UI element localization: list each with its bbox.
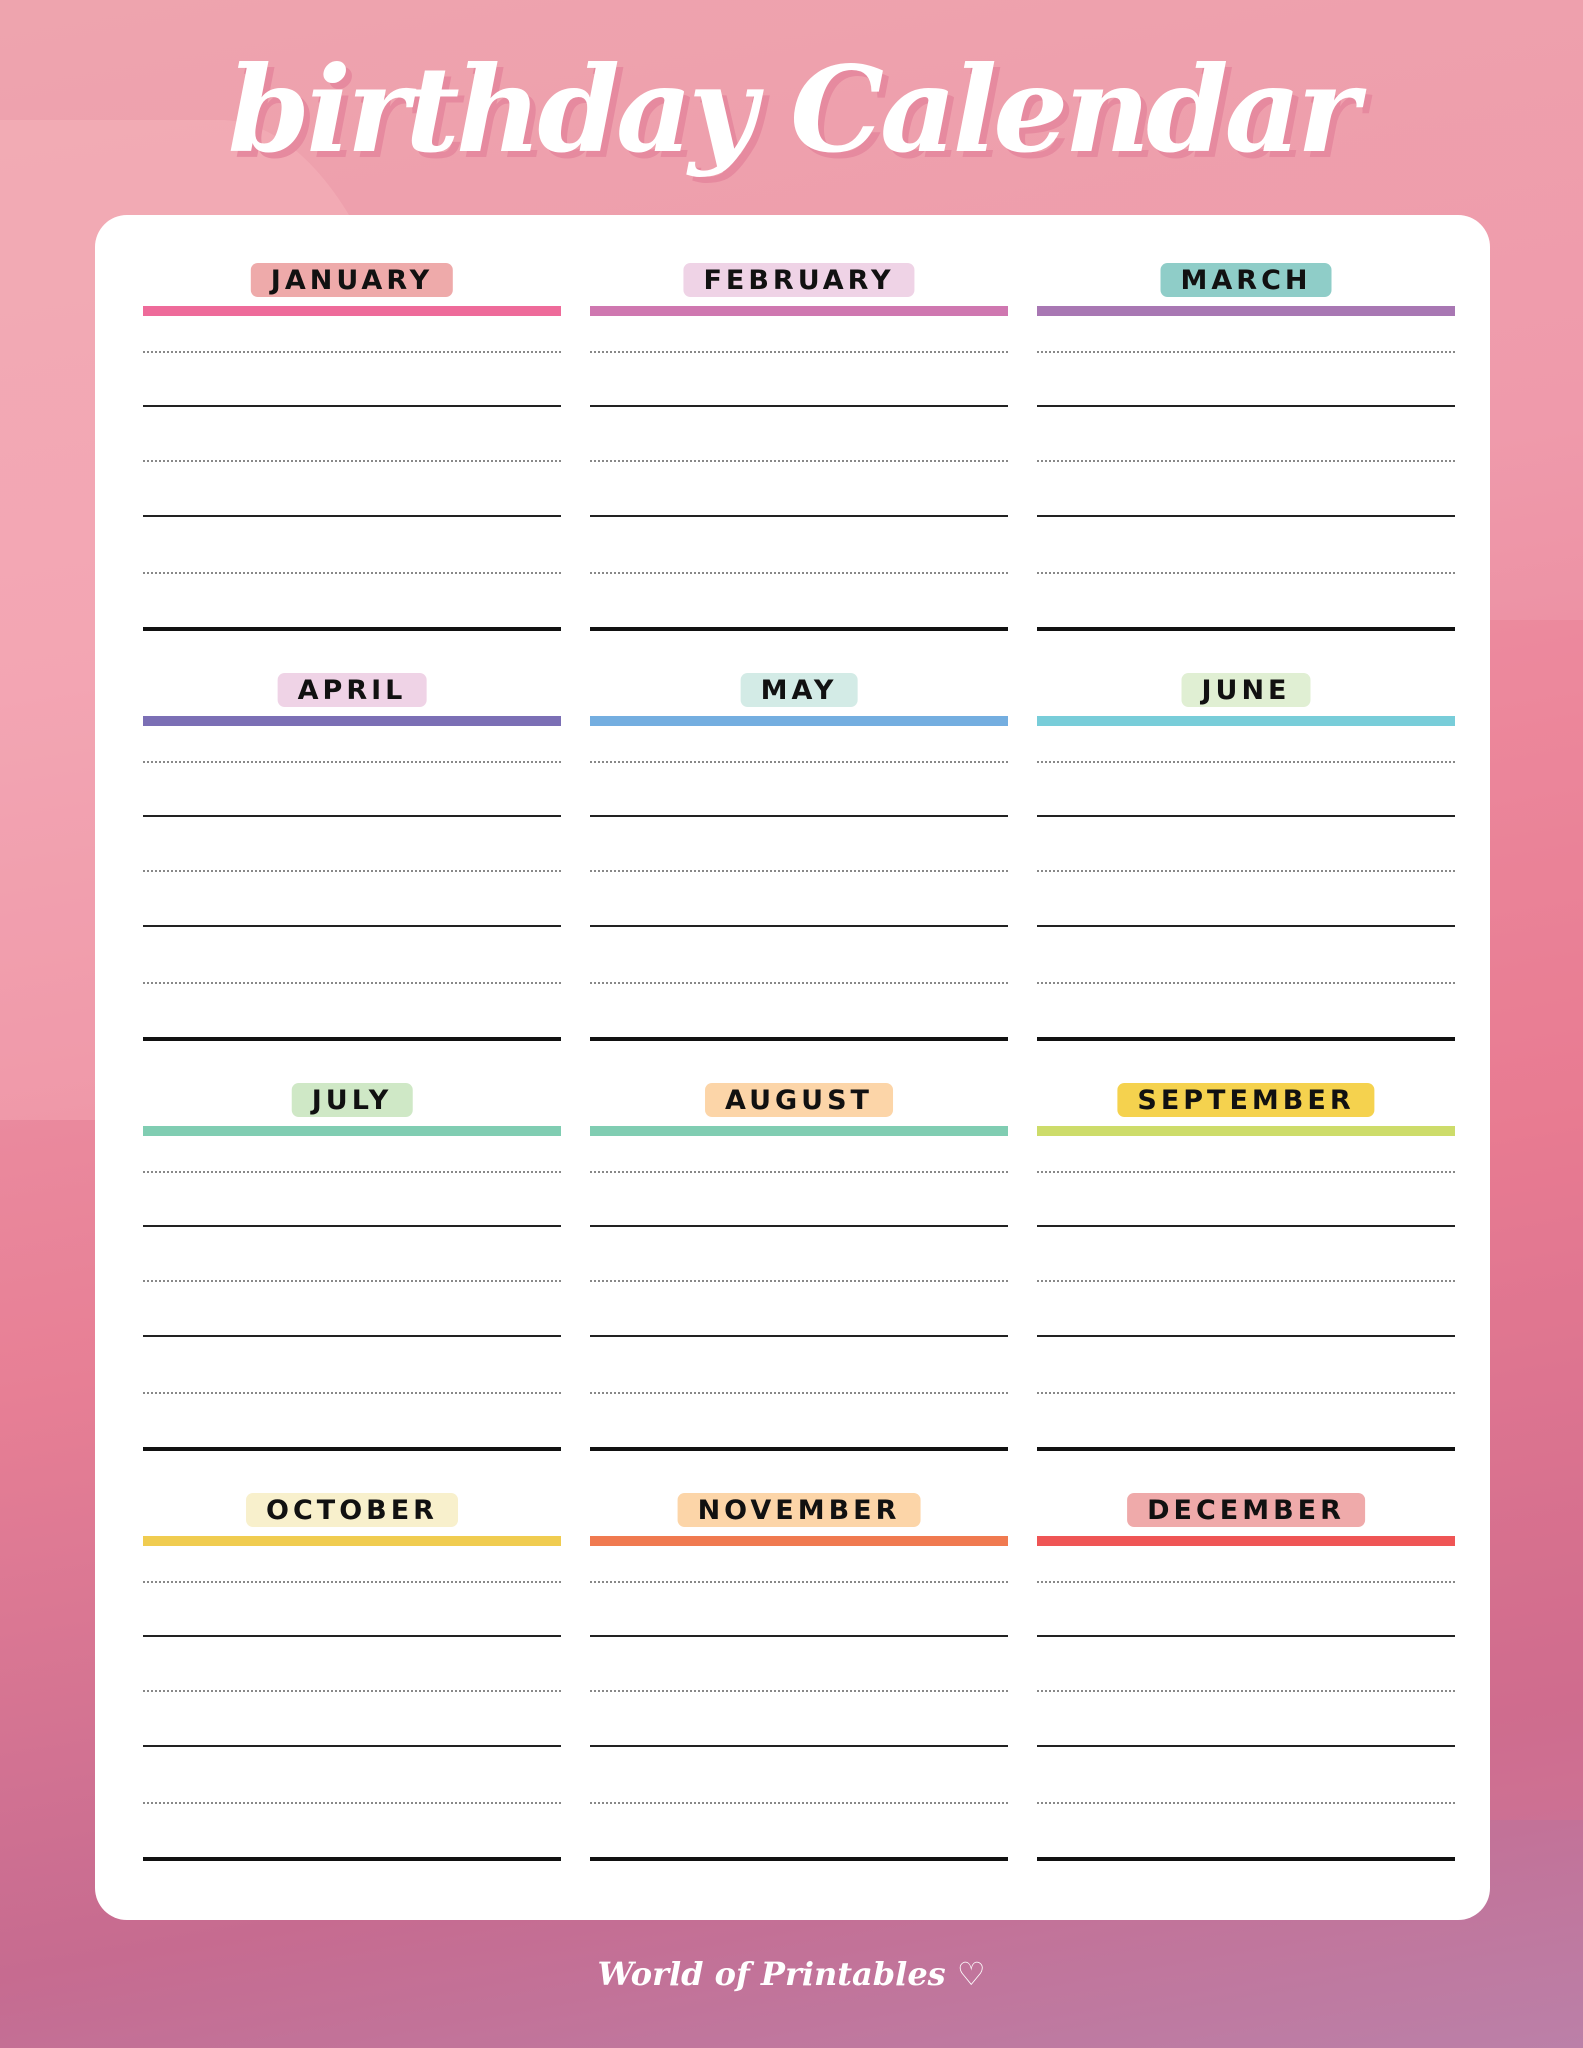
write-line[interactable]	[590, 627, 1008, 631]
month-label: AUGUST	[705, 1083, 893, 1117]
dotted-write-line[interactable]	[1037, 1581, 1455, 1583]
month-color-bar	[590, 306, 1008, 316]
dotted-write-line[interactable]	[1037, 572, 1455, 574]
dotted-write-line[interactable]	[143, 982, 561, 984]
write-line[interactable]	[1037, 405, 1455, 407]
write-line[interactable]	[143, 405, 561, 407]
dotted-write-line[interactable]	[1037, 982, 1455, 984]
write-line[interactable]	[1037, 1447, 1455, 1451]
month-block-march	[1037, 263, 1455, 673]
write-line[interactable]	[1037, 1745, 1455, 1747]
month-block-july	[143, 1083, 561, 1493]
dotted-write-line[interactable]	[590, 1690, 1008, 1692]
month-block-december	[1037, 1493, 1455, 1903]
write-line[interactable]	[143, 1635, 561, 1637]
brand-name: World of Printables	[597, 1955, 946, 1993]
dotted-write-line[interactable]	[590, 1280, 1008, 1282]
write-line[interactable]	[590, 405, 1008, 407]
write-line[interactable]	[143, 1037, 561, 1041]
dotted-write-line[interactable]	[590, 870, 1008, 872]
dotted-write-line[interactable]	[1037, 1690, 1455, 1692]
month-color-bar	[143, 306, 561, 316]
month-block-october	[143, 1493, 561, 1903]
month-label: APRIL	[278, 673, 427, 707]
write-line[interactable]	[143, 1225, 561, 1227]
dotted-write-line[interactable]	[143, 1802, 561, 1804]
dotted-write-line[interactable]	[1037, 1392, 1455, 1394]
dotted-write-line[interactable]	[143, 1280, 561, 1282]
month-label: FEBRUARY	[683, 263, 914, 297]
write-line[interactable]	[143, 1447, 561, 1451]
dotted-write-line[interactable]	[590, 1392, 1008, 1394]
month-block-january	[143, 263, 561, 673]
month-color-bar	[1037, 716, 1455, 726]
dotted-write-line[interactable]	[143, 351, 561, 353]
write-line[interactable]	[590, 1037, 1008, 1041]
month-color-bar	[143, 1126, 561, 1136]
month-color-bar	[1037, 306, 1455, 316]
write-line[interactable]	[590, 1447, 1008, 1451]
calendar-card	[95, 215, 1490, 1920]
dotted-write-line[interactable]	[590, 572, 1008, 574]
months-grid	[143, 263, 1455, 1903]
month-color-bar	[590, 1536, 1008, 1546]
month-label: MARCH	[1161, 263, 1332, 297]
dotted-write-line[interactable]	[1037, 460, 1455, 462]
dotted-write-line[interactable]	[1037, 870, 1455, 872]
dotted-write-line[interactable]	[143, 870, 561, 872]
dotted-write-line[interactable]	[1037, 761, 1455, 763]
write-line[interactable]	[143, 815, 561, 817]
page-title: birthday Calendar	[227, 40, 1356, 179]
write-line[interactable]	[590, 1335, 1008, 1337]
month-block-may	[590, 673, 1008, 1083]
month-label: JANUARY	[251, 263, 453, 297]
write-line[interactable]	[1037, 1335, 1455, 1337]
write-line[interactable]	[1037, 1857, 1455, 1861]
month-label: MAY	[741, 673, 858, 707]
write-line[interactable]	[1037, 1225, 1455, 1227]
dotted-write-line[interactable]	[590, 1802, 1008, 1804]
month-label: JULY	[292, 1083, 413, 1117]
heart-icon: ♡	[956, 1955, 986, 1993]
write-line[interactable]	[1037, 815, 1455, 817]
footer-logo	[0, 1955, 1583, 1993]
write-line[interactable]	[143, 515, 561, 517]
write-line[interactable]	[590, 1635, 1008, 1637]
month-color-bar	[143, 716, 561, 726]
month-block-april	[143, 673, 561, 1083]
month-label: JUNE	[1181, 673, 1310, 707]
write-line[interactable]	[143, 627, 561, 631]
write-line[interactable]	[1037, 1037, 1455, 1041]
month-color-bar	[143, 1536, 561, 1546]
month-block-november	[590, 1493, 1008, 1903]
month-label: DECEMBER	[1127, 1493, 1365, 1527]
dotted-write-line[interactable]	[590, 761, 1008, 763]
dotted-write-line[interactable]	[143, 1392, 561, 1394]
month-color-bar	[1037, 1536, 1455, 1546]
month-color-bar	[1037, 1126, 1455, 1136]
month-label: OCTOBER	[246, 1493, 458, 1527]
write-line[interactable]	[590, 515, 1008, 517]
write-line[interactable]	[590, 1857, 1008, 1861]
dotted-write-line[interactable]	[590, 982, 1008, 984]
write-line[interactable]	[590, 815, 1008, 817]
month-block-june	[1037, 673, 1455, 1083]
write-line[interactable]	[1037, 925, 1455, 927]
dotted-write-line[interactable]	[143, 572, 561, 574]
dotted-write-line[interactable]	[1037, 1171, 1455, 1173]
dotted-write-line[interactable]	[1037, 1802, 1455, 1804]
write-line[interactable]	[143, 1857, 561, 1861]
month-block-february	[590, 263, 1008, 673]
dotted-write-line[interactable]	[590, 351, 1008, 353]
dotted-write-line[interactable]	[143, 460, 561, 462]
dotted-write-line[interactable]	[143, 1171, 561, 1173]
month-color-bar	[590, 716, 1008, 726]
write-line[interactable]	[1037, 1635, 1455, 1637]
dotted-write-line[interactable]	[1037, 1280, 1455, 1282]
dotted-write-line[interactable]	[143, 761, 561, 763]
write-line[interactable]	[143, 1335, 561, 1337]
write-line[interactable]	[143, 925, 561, 927]
write-line[interactable]	[590, 925, 1008, 927]
dotted-write-line[interactable]	[143, 1581, 561, 1583]
dotted-write-line[interactable]	[590, 460, 1008, 462]
month-block-august	[590, 1083, 1008, 1493]
month-label: SEPTEMBER	[1117, 1083, 1374, 1117]
write-line[interactable]	[590, 1745, 1008, 1747]
month-label: NOVEMBER	[678, 1493, 921, 1527]
write-line[interactable]	[1037, 627, 1455, 631]
dotted-write-line[interactable]	[590, 1581, 1008, 1583]
write-line[interactable]	[590, 1225, 1008, 1227]
dotted-write-line[interactable]	[590, 1171, 1008, 1173]
month-color-bar	[590, 1126, 1008, 1136]
write-line[interactable]	[143, 1745, 561, 1747]
month-block-september	[1037, 1083, 1455, 1493]
write-line[interactable]	[1037, 515, 1455, 517]
dotted-write-line[interactable]	[1037, 351, 1455, 353]
dotted-write-line[interactable]	[143, 1690, 561, 1692]
